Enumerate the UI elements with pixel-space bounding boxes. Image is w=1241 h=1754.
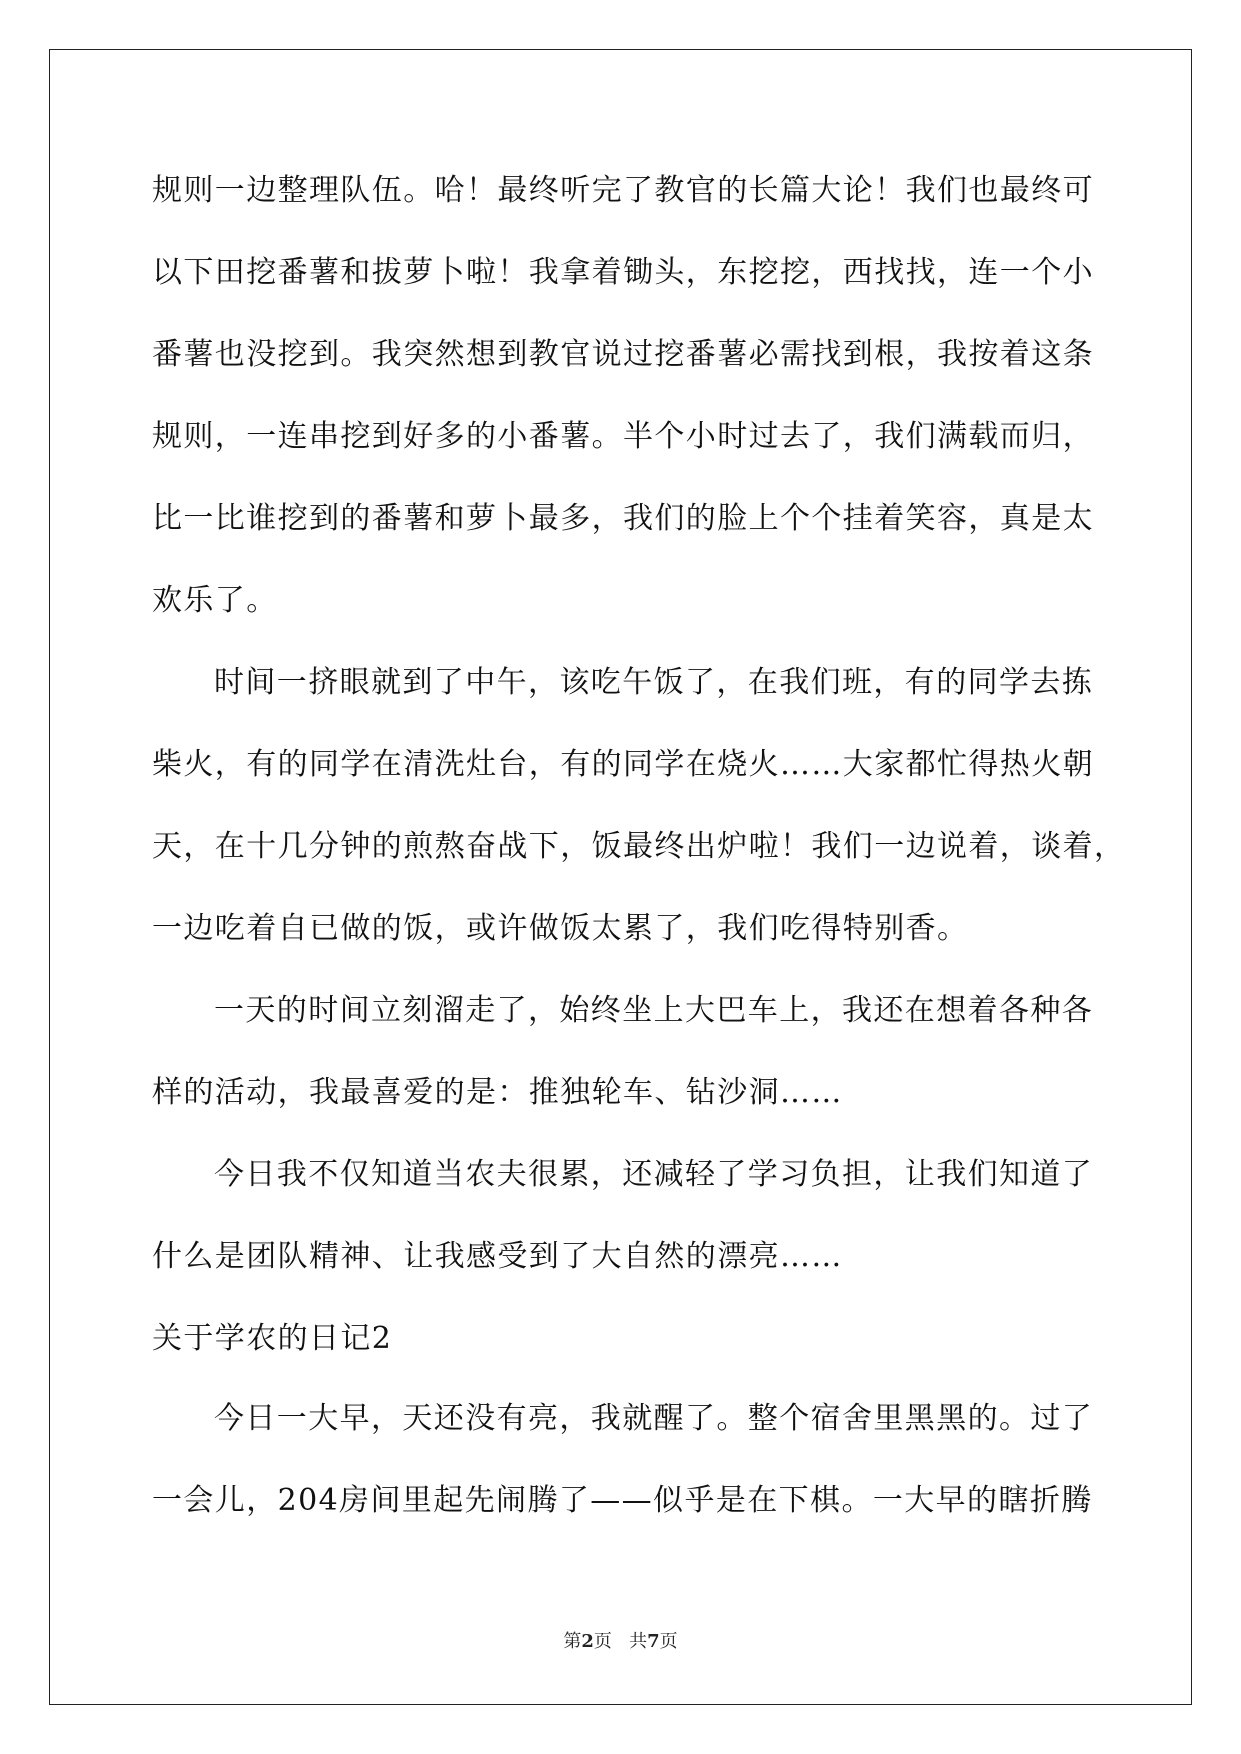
text-line: 一边吃着自已做的饭，或许做饭太累了，我们吃得特别香。 [152, 911, 969, 946]
page-number-total: 7 [647, 1631, 660, 1652]
text-line: 欢乐了。 [152, 583, 278, 618]
text-line: 什么是团队精神、让我感受到了大自然的漂亮…… [152, 1239, 843, 1274]
page-number-current: 2 [581, 1631, 594, 1652]
text-line: 时间一挤眼就到了中午，该吃午饭了，在我们班，有的同学去拣 [214, 665, 1094, 700]
text-line: 今日一大早，天还没有亮，我就醒了。整个宿舍里黑黑的。过了 [214, 1401, 1094, 1436]
text-line: 规则一边整理队伍。哈！最终听完了教官的长篇大论！我们也最终可 [152, 173, 1094, 208]
document-body [152, 150, 1126, 1542]
text-line: 规则，一连串挖到好多的小番薯。半个小时过去了，我们满载而归， [152, 419, 1094, 454]
text-line: 样的活动，我最喜爱的是：推独轮车、钻沙洞…… [152, 1075, 843, 1110]
text-line: 比一比谁挖到的番薯和萝卜最多，我们的脸上个个挂着笑容，真是太 [152, 501, 1094, 536]
text-line: 今日我不仅知道当农夫很累，还减轻了学习负担，让我们知道了 [214, 1157, 1094, 1192]
page-number-suffix: 页 [659, 1631, 678, 1652]
text-line: 番薯也没挖到。我突然想到教官说过挖番薯必需找到根，我按着这条 [152, 337, 1094, 372]
text-line: 以下田挖番薯和拔萝卜啦！我拿着锄头，东挖挖，西找找，连一个小 [152, 255, 1094, 290]
text-line: 天，在十几分钟的煎熬奋战下，饭最终出炉啦！我们一边说着，谈着， [152, 829, 1126, 864]
text-line: 柴火，有的同学在清洗灶台，有的同学在烧火……大家都忙得热火朝 [152, 747, 1094, 782]
section-title: 关于学农的日记2 [152, 1321, 393, 1356]
text-line: 一会儿，204房间里起先闹腾了——似乎是在下棋。一大早的瞎折腾 [152, 1483, 1093, 1518]
text-line: 一天的时间立刻溜走了，始终坐上大巴车上，我还在想着各种各 [214, 993, 1094, 1028]
page-footer [0, 1627, 1241, 1653]
page-number-mid: 页 共 [593, 1631, 648, 1652]
page-number-prefix: 第 [563, 1631, 582, 1652]
